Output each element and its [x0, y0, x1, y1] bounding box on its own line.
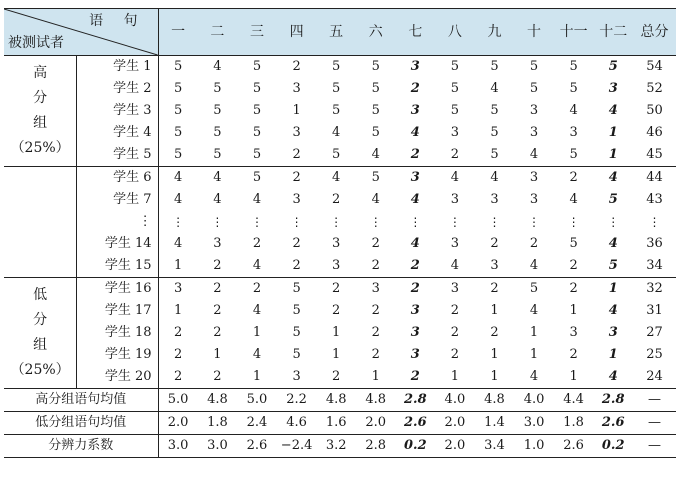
score-cell: 3: [410, 103, 420, 118]
summary-value-cell: 1.8: [198, 412, 238, 435]
score-cell: 5: [213, 125, 222, 140]
student-row: [4, 211, 676, 233]
summary-total-cell: —: [633, 412, 676, 435]
summary-value-cell: 2.6: [237, 435, 277, 458]
score-cell: ⋮: [528, 215, 541, 229]
score-cell: 1: [569, 303, 578, 318]
score-cell: 1: [490, 347, 499, 362]
summary-value-cell: 2.8: [593, 389, 633, 412]
summary-value-cell: 5.0: [237, 389, 277, 412]
score-cell: 5: [252, 147, 262, 162]
summary-value-cell: 2.0: [435, 412, 475, 435]
summary-total-cell: —: [633, 389, 676, 412]
score-cell: 2: [450, 303, 460, 318]
score-cell: 5: [554, 56, 594, 79]
summary-value-cell: 2.2: [277, 389, 317, 412]
score-cell: 5: [213, 147, 222, 162]
score-cell: 1: [569, 369, 578, 384]
score-cell: 5: [252, 103, 262, 118]
summary-value-cell: 2.6: [593, 412, 633, 435]
score-cell: 3: [450, 236, 460, 251]
summary-value-cell: 3.0: [198, 435, 238, 458]
score-cell: 2: [371, 325, 380, 340]
score-cell: 4: [529, 303, 539, 318]
summary-value-cell: 4.8: [356, 389, 396, 412]
score-cell: ⋮: [251, 215, 263, 229]
student-row: [4, 233, 676, 255]
score-cell: 2: [554, 167, 594, 190]
score-cell: 2: [410, 147, 420, 162]
score-cell: 5: [356, 56, 396, 79]
score-cell: 4: [593, 167, 633, 190]
score-cell: 2: [554, 278, 594, 301]
score-cell: 1: [529, 347, 539, 362]
summary-value-cell: 0.2: [396, 435, 436, 458]
student-name: 学生 3: [77, 100, 158, 122]
score-cell: 4: [569, 103, 578, 118]
score-cell: ⋮: [567, 215, 580, 229]
score-cell: 3: [410, 325, 420, 340]
score-cell: 3: [292, 369, 301, 384]
score-cell: 5: [356, 167, 396, 190]
score-cell: 4: [252, 303, 262, 318]
score-cell: 5: [371, 103, 380, 118]
total-cell: 46: [646, 125, 663, 140]
header-row: [4, 9, 676, 56]
score-cell: 5: [277, 278, 317, 301]
col-header: 五: [316, 9, 356, 56]
score-cell: 1: [292, 103, 301, 118]
score-cell: 3: [490, 192, 499, 207]
student-name: 学生 5: [77, 144, 158, 167]
group-label-line: 分: [33, 312, 48, 328]
col-header: 七: [396, 9, 436, 56]
score-cell: 3: [410, 347, 420, 362]
summary-value-cell: 4.0: [435, 389, 475, 412]
summary-total-cell: —: [633, 435, 676, 458]
score-cell: 3: [608, 325, 618, 340]
score-cell: 5: [608, 192, 618, 207]
summary-value-cell: 2.0: [435, 435, 475, 458]
student-name: 学生 14: [77, 233, 158, 255]
score-cell: ⋮: [290, 215, 303, 229]
score-cell: 4: [608, 303, 618, 318]
score-cell: 5: [158, 56, 198, 79]
col-header: 一: [158, 9, 198, 56]
student-name: 学生 20: [77, 366, 158, 389]
score-cell: 3: [529, 125, 539, 140]
score-cell: 2: [569, 347, 578, 362]
score-cell: 5: [569, 147, 578, 162]
student-name: ⋮: [77, 211, 158, 233]
group-label-line: 低: [33, 287, 48, 303]
score-cell: 3: [396, 56, 436, 79]
score-cell: 3: [529, 192, 539, 207]
score-cell: 5: [514, 278, 554, 301]
score-cell: 2: [332, 303, 341, 318]
corner-bottom-label: 被测试者: [8, 35, 64, 51]
summary-value-cell: 3.0: [158, 435, 198, 458]
score-cell: ⋮: [488, 215, 501, 229]
score-cell: 3: [292, 81, 301, 96]
score-cell: 5: [237, 56, 277, 79]
score-cell: 3: [435, 278, 475, 301]
score-cell: 3: [396, 167, 436, 190]
score-cell: 4: [316, 167, 356, 190]
group-label-line: 高: [33, 65, 48, 81]
student-row: [4, 78, 676, 100]
score-cell: 5: [237, 167, 277, 190]
summary-value-cell: 4.0: [514, 389, 554, 412]
score-cell: 3: [569, 125, 578, 140]
score-cell: 2: [475, 278, 515, 301]
student-name: 学生 2: [77, 78, 158, 100]
score-cell: ⋮: [607, 215, 620, 229]
summary-value-cell: 4.8: [198, 389, 238, 412]
summary-label: 低分组语句均值: [4, 412, 158, 435]
student-row: [4, 100, 676, 122]
score-cell: 5: [569, 81, 578, 96]
summary-value-cell: 3.0: [514, 412, 554, 435]
student-name: 学生 19: [77, 344, 158, 366]
student-row: [4, 122, 676, 144]
score-cell: 4: [529, 147, 539, 162]
score-cell: 5: [490, 147, 499, 162]
score-cell: 2: [371, 347, 380, 362]
group-label-line: （25%）: [10, 140, 70, 156]
score-cell: 5: [332, 81, 341, 96]
score-cell: 4: [332, 125, 341, 140]
summary-value-cell: 5.0: [158, 389, 198, 412]
score-cell: 2: [213, 303, 222, 318]
summary-row: [4, 435, 676, 458]
score-cell: 1: [332, 347, 341, 362]
score-cell: 2: [213, 369, 222, 384]
total-cell: 50: [646, 103, 663, 118]
student-row: [4, 300, 676, 322]
score-cell: 2: [332, 192, 341, 207]
student-name: 学生 15: [77, 255, 158, 278]
student-row: [4, 189, 676, 211]
score-cell: 2: [371, 258, 380, 273]
score-cell: 5: [332, 103, 341, 118]
score-cell: 4: [252, 347, 262, 362]
student-name: 学生 4: [77, 122, 158, 144]
score-cell: 5: [213, 81, 222, 96]
score-cell: 4: [173, 192, 183, 207]
score-cell: 4: [198, 167, 238, 190]
score-cell: 1: [173, 303, 183, 318]
score-cell: 5: [332, 147, 341, 162]
score-cell: 4: [198, 56, 238, 79]
score-cell: 1: [593, 278, 633, 301]
score-cell: 2: [277, 56, 317, 79]
student-name: 学生 6: [77, 167, 158, 190]
score-cell: 3: [410, 303, 420, 318]
score-cell: 1: [371, 369, 380, 384]
score-cell: 5: [490, 125, 499, 140]
score-cell: 3: [490, 258, 499, 273]
score-cell: 5: [292, 303, 301, 318]
summary-value-cell: 1.0: [514, 435, 554, 458]
score-cell: 4: [529, 369, 539, 384]
total-cell: 34: [646, 258, 663, 273]
summary-value-cell: 4.4: [554, 389, 594, 412]
score-cell: 4: [173, 236, 183, 251]
score-cell: 2: [490, 236, 499, 251]
col-header: 四: [277, 9, 317, 56]
score-cell: 3: [292, 125, 301, 140]
student-name: 学生 1: [77, 56, 158, 79]
score-cell: 2: [292, 147, 301, 162]
score-cell: 3: [356, 278, 396, 301]
score-cell: ⋮: [211, 215, 224, 229]
col-header: 八: [435, 9, 475, 56]
score-cell: 2: [237, 278, 277, 301]
col-header: 十: [514, 9, 554, 56]
total-cell: 52: [646, 81, 663, 96]
score-cell: 2: [252, 236, 262, 251]
group-label-line: 组: [33, 337, 48, 353]
score-cell: 5: [450, 103, 460, 118]
total-cell: 25: [646, 347, 663, 362]
middle-group-label: [4, 167, 77, 278]
score-cell: 2: [213, 258, 222, 273]
score-cell: 3: [529, 103, 539, 118]
score-cell: 5: [450, 81, 460, 96]
score-cell: 5: [490, 103, 499, 118]
summary-value-cell: 2.0: [158, 412, 198, 435]
score-cell: ⋮: [448, 215, 461, 229]
score-cell: 2: [450, 347, 460, 362]
score-cell: 3: [514, 167, 554, 190]
score-cell: 3: [450, 192, 460, 207]
summary-value-cell: 2.4: [237, 412, 277, 435]
group-label-line: 组: [33, 115, 48, 131]
summary-value-cell: 2.8: [356, 435, 396, 458]
score-cell: 2: [490, 325, 499, 340]
score-cell: 4: [371, 192, 380, 207]
summary-value-cell: 0.2: [593, 435, 633, 458]
score-cell: 4: [529, 258, 539, 273]
summary-row: [4, 412, 676, 435]
score-cell: 1: [608, 347, 618, 362]
score-cell: 2: [292, 258, 301, 273]
student-row: [4, 56, 676, 79]
student-name: 学生 7: [77, 189, 158, 211]
score-cell: 3: [213, 236, 222, 251]
col-header: 二: [198, 9, 238, 56]
score-cell: 4: [608, 103, 618, 118]
summary-value-cell: 1.4: [475, 412, 515, 435]
score-cell: ⋮: [369, 215, 382, 229]
total-cell: 45: [646, 147, 663, 162]
col-header: 十二: [593, 9, 633, 56]
low-group-label: [4, 278, 77, 389]
score-cell: 4: [252, 258, 262, 273]
high-group-label: [4, 56, 77, 167]
score-cell: 2: [410, 369, 420, 384]
score-cell: ⋮: [409, 215, 422, 229]
score-cell: 2: [198, 278, 238, 301]
score-cell: 4: [371, 147, 380, 162]
student-row: [4, 344, 676, 366]
group-label-line: 分: [33, 90, 48, 106]
total-cell: 36: [646, 236, 663, 251]
score-cell: 5: [475, 56, 515, 79]
score-cell: 4: [213, 192, 222, 207]
student-name: 学生 18: [77, 322, 158, 344]
summary-value-cell: 3.4: [475, 435, 515, 458]
score-cell: 2: [332, 369, 341, 384]
score-cell: 4: [569, 192, 578, 207]
score-cell: 4: [490, 81, 499, 96]
total-cell: 24: [646, 369, 663, 384]
score-cell: 1: [490, 303, 499, 318]
total-cell: 31: [646, 303, 663, 318]
corner-header-cell: [4, 9, 158, 56]
student-name: 学生 17: [77, 300, 158, 322]
score-cell: 5: [292, 347, 301, 362]
score-cell: 2: [410, 81, 420, 96]
score-cell: 5: [593, 56, 633, 79]
score-cell: 2: [277, 167, 317, 190]
student-row: [4, 255, 676, 278]
total-cell: ⋮: [648, 215, 661, 229]
score-cell: 4: [410, 192, 420, 207]
score-cell: 2: [396, 278, 436, 301]
score-cell: ⋮: [172, 215, 185, 229]
total-cell: 44: [633, 167, 676, 190]
total-cell: 27: [646, 325, 663, 340]
group-label-line: （25%）: [10, 362, 70, 378]
score-cell: ⋮: [330, 215, 343, 229]
student-row: [4, 144, 676, 167]
student-row: [4, 167, 676, 190]
summary-value-cell: 2.0: [356, 412, 396, 435]
summary-label: 分辨力系数: [4, 435, 158, 458]
col-header-total: 总分: [633, 9, 676, 56]
score-cell: 4: [158, 167, 198, 190]
score-cell: 3: [292, 192, 301, 207]
total-cell: 32: [633, 278, 676, 301]
score-cell: 5: [173, 125, 183, 140]
score-cell: 3: [450, 125, 460, 140]
score-cell: 1: [529, 325, 539, 340]
score-cell: 5: [608, 258, 618, 273]
score-cell: 1: [252, 325, 262, 340]
score-cell: 2: [173, 369, 183, 384]
summary-row: [4, 389, 676, 412]
summary-value-cell: −2.4: [277, 435, 317, 458]
score-cell: 2: [569, 258, 578, 273]
score-cell: 4: [475, 167, 515, 190]
score-cell: 2: [371, 236, 380, 251]
score-cell: 1: [608, 125, 618, 140]
score-cell: 3: [332, 236, 341, 251]
score-cell: 5: [213, 103, 222, 118]
summary-value-cell: 4.6: [277, 412, 317, 435]
score-cell: 5: [435, 56, 475, 79]
total-cell: 43: [646, 192, 663, 207]
score-cell: 5: [569, 236, 578, 251]
score-cell: 2: [213, 325, 222, 340]
score-cell: 5: [252, 81, 262, 96]
score-cell: 5: [371, 125, 380, 140]
summary-value-cell: 3.2: [316, 435, 356, 458]
score-cell: 2: [450, 325, 460, 340]
score-cell: 5: [529, 81, 539, 96]
summary-value-cell: 2.8: [396, 389, 436, 412]
score-cell: 1: [332, 325, 341, 340]
total-cell: 54: [633, 56, 676, 79]
summary-label: 高分组语句均值: [4, 389, 158, 412]
discrimination-table: [4, 8, 676, 458]
score-cell: 2: [410, 258, 420, 273]
summary-value-cell: 4.8: [475, 389, 515, 412]
score-cell: 3: [608, 81, 618, 96]
score-cell: 4: [450, 258, 460, 273]
score-cell: 5: [371, 81, 380, 96]
summary-value-cell: 2.6: [396, 412, 436, 435]
score-cell: 5: [292, 325, 301, 340]
score-cell: 2: [173, 347, 183, 362]
student-name: 学生 16: [77, 278, 158, 301]
score-cell: 2: [173, 325, 183, 340]
score-cell: 3: [569, 325, 578, 340]
col-header: 三: [237, 9, 277, 56]
score-cell: 4: [410, 236, 420, 251]
score-cell: 1: [173, 258, 183, 273]
score-cell: 2: [371, 303, 380, 318]
score-cell: 1: [252, 369, 262, 384]
col-header: 十一: [554, 9, 594, 56]
score-cell: 5: [252, 125, 262, 140]
student-row: [4, 322, 676, 344]
score-cell: 2: [292, 236, 301, 251]
student-row: [4, 366, 676, 389]
summary-value-cell: 2.6: [554, 435, 594, 458]
score-cell: 3: [332, 258, 341, 273]
score-cell: 4: [608, 369, 618, 384]
col-header: 九: [475, 9, 515, 56]
score-cell: 5: [173, 147, 183, 162]
score-cell: 3: [158, 278, 198, 301]
score-cell: 4: [435, 167, 475, 190]
corner-top-label: 语 句: [89, 13, 146, 29]
score-cell: 2: [450, 147, 460, 162]
score-cell: 5: [173, 81, 183, 96]
score-cell: 1: [608, 147, 618, 162]
summary-value-cell: 1.8: [554, 412, 594, 435]
score-cell: 5: [514, 56, 554, 79]
score-cell: 1: [213, 347, 222, 362]
score-cell: 4: [608, 236, 618, 251]
score-cell: 2: [529, 236, 539, 251]
summary-value-cell: 4.8: [316, 389, 356, 412]
summary-value-cell: 1.6: [316, 412, 356, 435]
score-cell: 1: [490, 369, 499, 384]
score-cell: 4: [252, 192, 262, 207]
score-cell: 5: [173, 103, 183, 118]
score-cell: 1: [450, 369, 460, 384]
score-cell: 5: [316, 56, 356, 79]
score-cell: 4: [410, 125, 420, 140]
score-cell: 2: [316, 278, 356, 301]
student-row: [4, 278, 676, 301]
col-header: 六: [356, 9, 396, 56]
